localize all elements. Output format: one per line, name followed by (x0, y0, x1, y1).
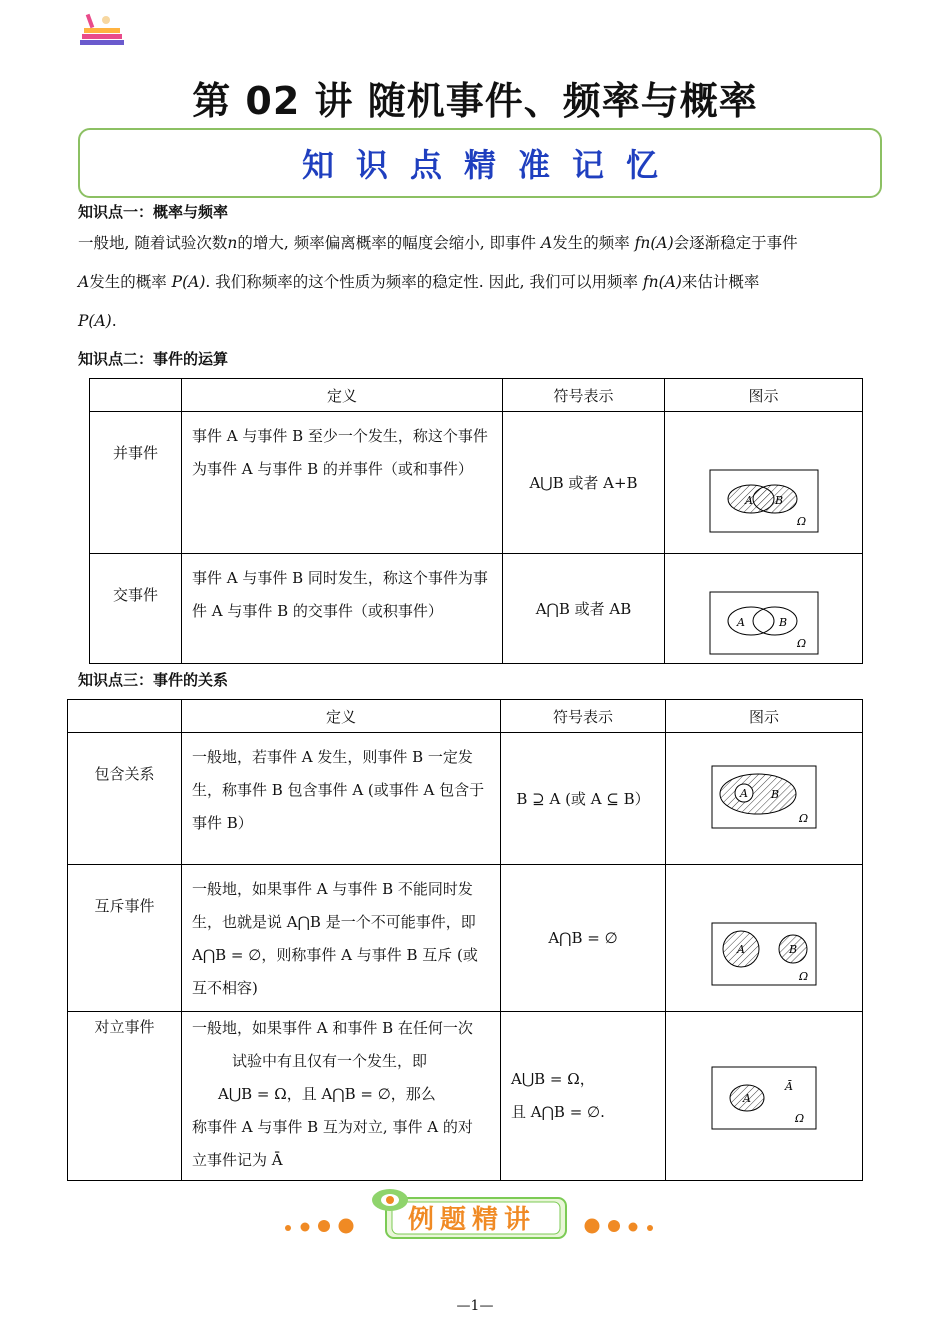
table-row (68, 733, 863, 865)
label-omega: Ω (799, 970, 809, 983)
label-omega: Ω (796, 636, 806, 650)
label-omega: Ω (796, 514, 806, 528)
complement-diagram (666, 1012, 863, 1181)
section1-heading: 知识点一：概率与频率 (78, 203, 229, 221)
row-name: 对立事件 (68, 1012, 182, 1181)
label-omega: Ω (799, 811, 809, 825)
row-name: 交事件 (90, 554, 182, 664)
row-definition: 一般地，如果事件 A 与事件 B 不能同时发生，也就是说 A⋂B 是一个不可能事件，即 A⋂B = ∅，则称事件 A 与事件 B 互斥 (或互不相容) (182, 865, 501, 1012)
intersection-diagram (665, 554, 863, 664)
col-header-symbol: 符号表示 (501, 700, 666, 733)
examples-banner-text: 例题精讲 (408, 1205, 537, 1235)
row-name: 并事件 (90, 412, 182, 554)
mutually-exclusive-diagram (666, 865, 863, 1012)
row-name: 包含关系 (68, 733, 182, 865)
row-symbol: A⋃B = Ω， 且 A⋂B = ∅. (501, 1012, 666, 1181)
label-a: A (744, 493, 753, 507)
section3-heading: 知识点三：事件的关系 (78, 671, 229, 689)
row-definition: 一般地，如果事件 A 和事件 B 在任何一次 试验中有且仅有一个发生，即 A⋃B = Ω，且 A⋂B = ∅，那么 称事件 A 与事件 B 互为对立, 事件 A 的对 立事件记为 Ā (182, 1012, 501, 1181)
label-a: A (737, 943, 745, 956)
table-row (90, 554, 863, 664)
section1-paragraph (78, 224, 878, 341)
banner-text: 知识点精准记忆 (301, 146, 680, 184)
label-b: B (771, 787, 780, 801)
row-symbol: B ⊇ A (或 A ⊆ B） (501, 733, 666, 865)
label-omega: Ω (795, 1112, 805, 1125)
page-title: 第 02 讲 随机事件、频率与概率 (192, 79, 758, 123)
section2-heading: 知识点二：事件的运算 (78, 350, 229, 368)
row-symbol: A⋃B 或者 A+B (503, 412, 665, 554)
page-number: —1— (456, 1298, 494, 1314)
examples-banner (0, 1188, 950, 1248)
label-b: B (789, 943, 798, 956)
col-header-definition: 定义 (182, 700, 501, 733)
row-definition: 事件 A 与事件 B 同时发生，称这个事件为事件 A 与事件 B 的交事件（或积事件） (182, 554, 503, 664)
subset-diagram (666, 733, 863, 865)
label-a: A (740, 786, 748, 800)
row-symbol: A⋂B = ∅ (501, 865, 666, 1012)
para-line-2: A发生的概率 P(A). 我们称频率的这个性质为频率的稳定性. 因此, 我们可以用频率 fn(A)来估计概率 (78, 273, 760, 291)
row-definition: 事件 A 与事件 B 至少一个发生，称这个事件为事件 A 与事件 B 的并事件（或和事件） (182, 412, 503, 554)
table-row (68, 865, 863, 1012)
eye-icon (386, 1196, 394, 1204)
relations-table (67, 699, 863, 1181)
label-b: B (774, 493, 783, 507)
label-a-bar: Ā (785, 1080, 793, 1093)
row-name: 互斥事件 (68, 865, 182, 1012)
section-banner (78, 128, 882, 198)
label-b: B (778, 615, 787, 629)
para-line-1: 一般地, 随着试验次数n的增大, 频率偏离概率的幅度会缩小, 即事件 A发生的频率 fn(A)会逐渐稳定于事件 (78, 234, 798, 252)
operations-table (89, 378, 863, 664)
row-definition: 一般地，若事件 A 发生，则事件 B 一定发生，称事件 B 包含事件 A (或事件 A 包含于事件 B） (182, 733, 501, 865)
col-header-figure: 图示 (666, 700, 863, 733)
col-header-definition: 定义 (182, 379, 503, 412)
label-a: A (743, 1092, 751, 1105)
union-diagram (665, 412, 863, 554)
logo-books-icon (78, 10, 130, 52)
row-symbol: A⋂B 或者 AB (503, 554, 665, 664)
col-header-figure: 图示 (665, 379, 863, 412)
table-row (90, 412, 863, 554)
col-header-symbol: 符号表示 (503, 379, 665, 412)
para-line-3: P(A). (78, 312, 117, 330)
table-row (68, 1012, 863, 1181)
label-a: A (736, 615, 745, 629)
